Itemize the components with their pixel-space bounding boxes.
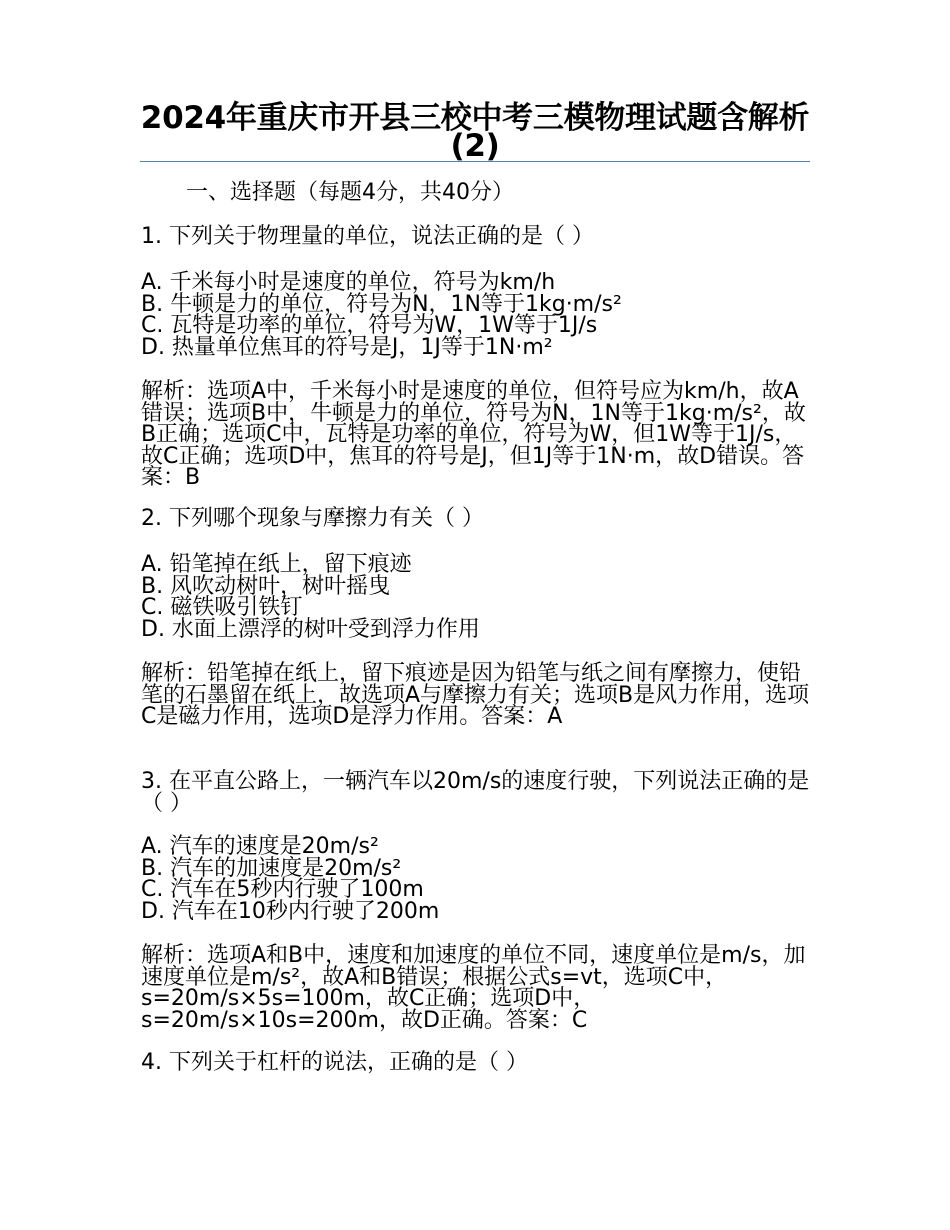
question-1-options [141,272,813,358]
option-a: A. 千米每小时是速度的单位，符号为km/h [141,270,556,295]
title-underline [140,161,810,162]
question-1-stem: 1. 下列关于物理量的单位，说法正确的是（ ） [141,224,594,249]
option-d: D. 热量单位焦耳的符号是J，1J等于1N·m² [141,334,553,360]
question-4-stem: 4. 下列关于杠杆的说法，正确的是（ ） [141,1050,528,1075]
option-c: C. 瓦特是功率的单位，符号为W，1W等于1J/s [141,313,598,338]
option-b: B. 牛顿是力的单位，符号为N，1N等于1kg·m/s² [141,291,622,317]
option-a: A. 汽车的速度是20m/s² [141,834,379,859]
option-b: B. 风吹动树叶，树叶摇曳 [141,573,391,599]
section-heading: 一、选择题（每题4分，共40分） [186,180,514,205]
document-title: 2024年重庆市开县三校中考三模物理试题含解析(2) [140,100,810,164]
option-d: D. 汽车在10秒内行驶了200m [141,898,440,924]
option-a: A. 铅笔掉在纸上，留下痕迹 [141,552,412,577]
question-3-stem: 3. 在平直公路上，一辆汽车以20m/s的速度行驶，下列说法正确的是（ ） [141,769,810,816]
question-2-analysis: 解析：铅笔掉在纸上，留下痕迹是因为铅笔与纸之间有摩擦力，使铅笔的石墨留在纸上，故选项A与摩擦力有关；选项B是风力作用，选项C是磁力作用，选项D是浮力作用。答案：A [141,661,810,729]
option-c: C. 汽车在5秒内行驶了100m [141,877,424,902]
question-2-options [141,554,813,640]
option-b: B. 汽车的加速度是20m/s² [141,855,402,881]
question-1-analysis: 解析：选项A中，千米每小时是速度的单位，但符号应为km/h，故A错误；选项B中，牛顿是力的单位，符号为N，1N等于1kg·m/s²，故B正确；选项C中，瓦特是功率的单位，符号为W，但1W等于1J/s，故C正确；选项D中，焦耳的符号是J，但1J等于1N·m，故D错误。答案：B [141,379,806,490]
option-c: C. 磁铁吸引铁钉 [141,595,303,620]
question-3-analysis: 解析：选项A和B中，速度和加速度的单位不同，速度单位是m/s，加速度单位是m/s²，故A和B错误；根据公式s=vt，选项C中，s=20m/s×5s=100m，故C正确；选项D中，s=20m/s×10s=200m，故D正确。答案：C [141,943,806,1033]
question-3-options [141,836,813,922]
option-d: D. 水面上漂浮的树叶受到浮力作用 [141,616,480,642]
question-2-stem: 2. 下列哪个现象与摩擦力有关（ ） [141,506,484,531]
